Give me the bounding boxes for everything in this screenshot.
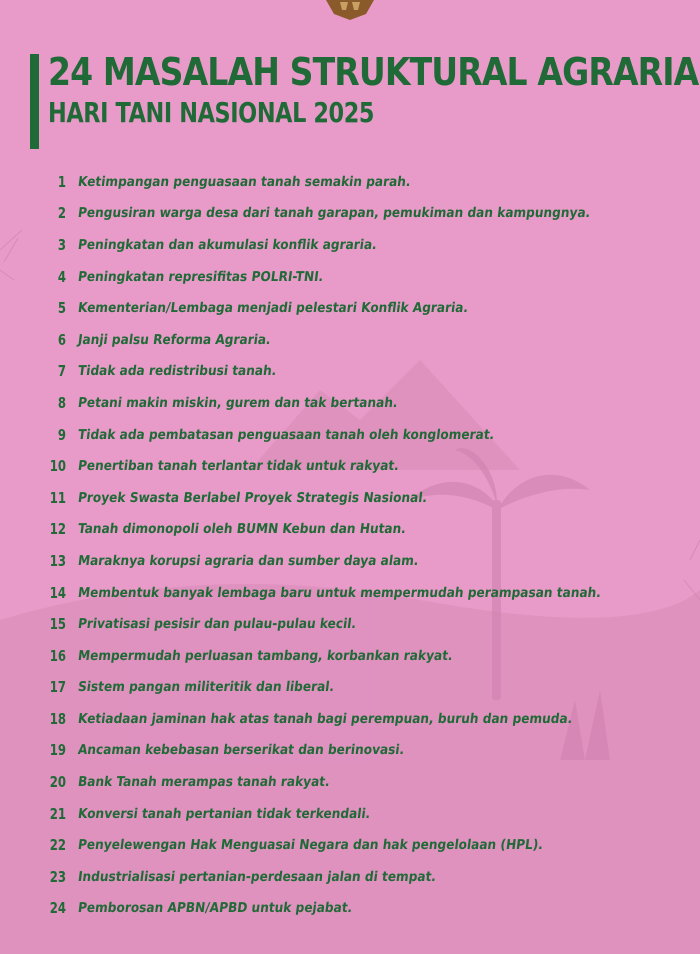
- list-item: [36, 387, 686, 419]
- item-text: Penyelewengan Hak Menguasai Negara dan hak pengelolaan (HPL).: [76, 837, 544, 854]
- item-number: 11: [49, 488, 66, 507]
- item-number: 7: [57, 362, 66, 381]
- title-accent-bar: [30, 54, 39, 149]
- item-number: 22: [49, 836, 66, 855]
- item-number: 4: [57, 267, 66, 286]
- list-item: [36, 324, 686, 356]
- list-item: [36, 640, 686, 672]
- list-item: [36, 292, 686, 324]
- item-number: 16: [49, 646, 66, 665]
- item-text: Janji palsu Reforma Agraria.: [76, 331, 272, 348]
- problem-list: [36, 166, 686, 924]
- list-item: [36, 198, 686, 230]
- item-text: Penertiban tanah terlantar tidak untuk rakyat.: [76, 458, 400, 475]
- item-number: 21: [49, 804, 66, 823]
- item-number: 13: [49, 551, 66, 570]
- list-item: [36, 482, 686, 514]
- item-text: Maraknya korupsi agraria dan sumber daya alam.: [76, 552, 420, 569]
- item-number: 12: [49, 520, 66, 539]
- item-number: 24: [49, 899, 66, 918]
- list-item: [36, 861, 686, 893]
- item-text: Industrialisasi pertanian-perdesaan jalan di tempat.: [76, 868, 438, 885]
- item-text: Konversi tanah pertanian tidak terkendali.: [76, 805, 372, 822]
- list-item: [36, 735, 686, 767]
- item-text: Tidak ada pembatasan penguasaan tanah oleh konglomerat.: [76, 426, 496, 443]
- item-text: Peningkatan dan akumulasi konflik agraria.: [76, 236, 378, 253]
- item-number: 23: [49, 867, 66, 886]
- item-number: 5: [57, 299, 66, 318]
- list-item: [36, 703, 686, 735]
- organization-logo: [322, 0, 378, 20]
- list-item: [36, 450, 686, 482]
- item-text: Pengusiran warga desa dari tanah garapan, pemukiman dan kampungnya.: [76, 205, 592, 222]
- page-subtitle: HARI TANI NASIONAL 2025: [48, 96, 375, 129]
- item-text: Peningkatan represifitas POLRI-TNI.: [76, 268, 325, 285]
- item-text: Pemborosan APBN/APBD untuk pejabat.: [76, 900, 354, 917]
- branch-right: [684, 540, 700, 600]
- item-text: Proyek Swasta Berlabel Proyek Strategis Nasional.: [76, 489, 429, 506]
- list-item: [36, 419, 686, 451]
- item-number: 20: [49, 773, 66, 792]
- item-number: 2: [57, 204, 66, 223]
- item-text: Tidak ada redistribusi tanah.: [76, 363, 278, 380]
- item-text: Privatisasi pesisir dan pulau-pulau kecil.: [76, 616, 358, 633]
- list-item: [36, 608, 686, 640]
- item-number: 8: [57, 393, 66, 412]
- list-item: [36, 261, 686, 293]
- list-item: [36, 166, 686, 198]
- item-text: Bank Tanah merampas tanah rakyat.: [76, 774, 331, 791]
- item-number: 19: [49, 741, 66, 760]
- item-number: 9: [57, 425, 66, 444]
- item-text: Ketimpangan penguasaan tanah semakin parah.: [76, 173, 412, 190]
- list-item: [36, 798, 686, 830]
- item-number: 18: [49, 709, 66, 728]
- item-text: Mempermudah perluasan tambang, korbankan rakyat.: [76, 647, 454, 664]
- list-item: [36, 577, 686, 609]
- list-item: [36, 672, 686, 704]
- item-number: 14: [49, 583, 66, 602]
- item-number: 10: [49, 457, 66, 476]
- page-title: 24 MASALAH STRUKTURAL AGRARIA: [48, 50, 699, 94]
- item-text: Sistem pangan militeritik dan liberal.: [76, 679, 336, 696]
- list-item: [36, 514, 686, 546]
- item-number: 15: [49, 615, 66, 634]
- item-number: 1: [57, 172, 66, 191]
- list-item: [36, 893, 686, 925]
- item-number: 6: [57, 330, 66, 349]
- item-text: Ancaman kebebasan berserikat dan berinovasi.: [76, 742, 406, 759]
- list-item: [36, 356, 686, 388]
- list-item: [36, 229, 686, 261]
- item-number: 17: [49, 678, 66, 697]
- item-text: Petani makin miskin, gurem dan tak bertanah.: [76, 394, 399, 411]
- list-item: [36, 829, 686, 861]
- item-text: Ketiadaan jaminan hak atas tanah bagi perempuan, buruh dan pemuda.: [76, 710, 574, 727]
- item-number: 3: [57, 235, 66, 254]
- item-text: Tanah dimonopoli oleh BUMN Kebun dan Hutan.: [76, 521, 407, 538]
- list-item: [36, 545, 686, 577]
- list-item: [36, 766, 686, 798]
- branch-left: [0, 230, 22, 280]
- item-text: Kementerian/Lembaga menjadi pelestari Konflik Agraria.: [76, 300, 470, 317]
- item-text: Membentuk banyak lembaga baru untuk mempermudah perampasan tanah.: [76, 584, 602, 601]
